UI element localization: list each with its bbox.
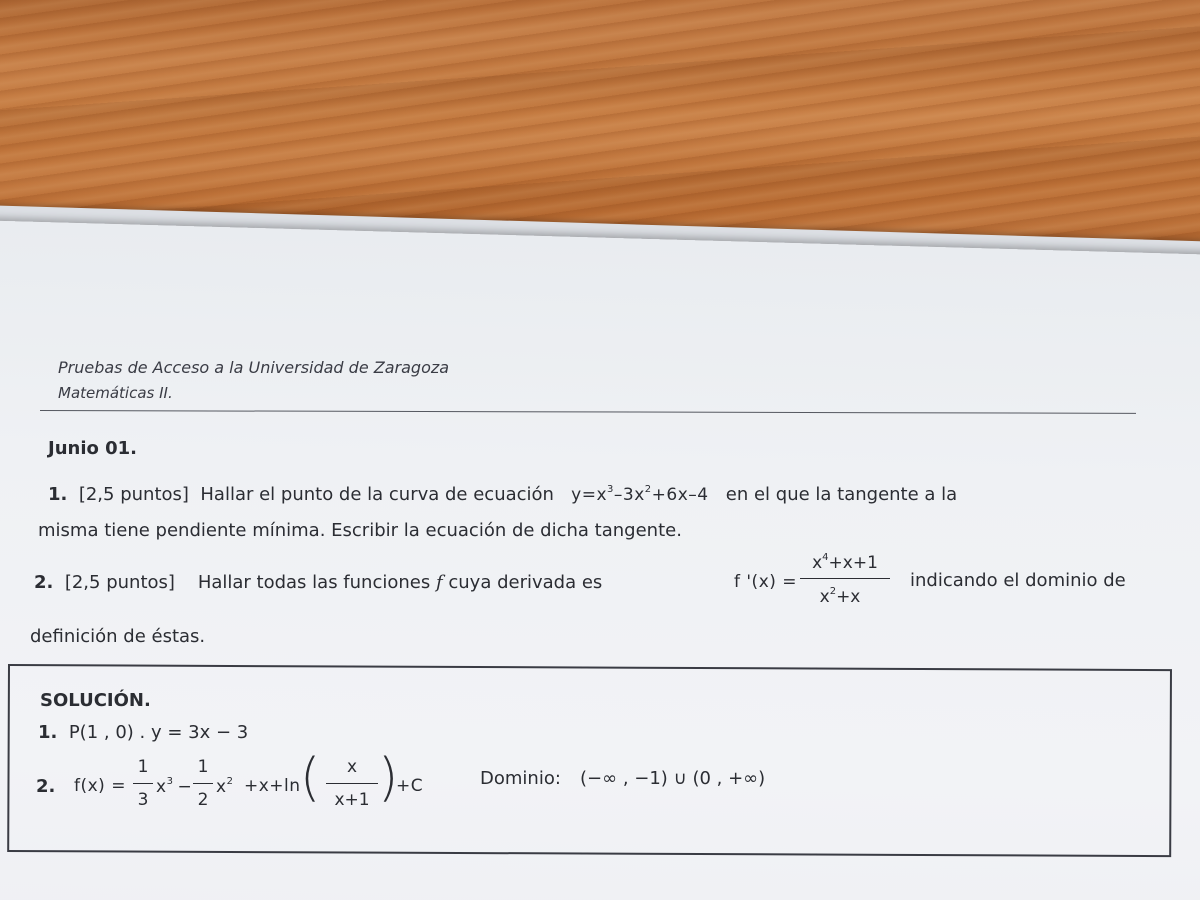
problem-2-line-1 bbox=[34, 572, 602, 593]
problem-2-line-2: definición de éstas. bbox=[30, 626, 206, 647]
eq-mid: –3x bbox=[613, 485, 645, 505]
den-x: x bbox=[819, 587, 830, 607]
x2-exp: 2 bbox=[226, 776, 234, 787]
problem-1-text-b: en el que la tangente a la bbox=[725, 484, 958, 505]
problem-1-line-1 bbox=[48, 484, 957, 505]
frac3-denominator: x+1 bbox=[334, 790, 370, 810]
problem-2-text-c: indicando el dominio de bbox=[910, 570, 1126, 591]
frac2-bar bbox=[193, 783, 213, 784]
x3-exp: 3 bbox=[166, 776, 174, 787]
solution-1-number: 1. bbox=[38, 722, 58, 743]
header-rule bbox=[40, 410, 1136, 414]
solution-2-x3 bbox=[156, 776, 192, 797]
x2-base: x bbox=[216, 777, 227, 797]
solution-2-lhs: f(x) = bbox=[74, 776, 126, 796]
den-rest: +x bbox=[836, 587, 861, 607]
frac2-denominator: 2 bbox=[197, 790, 209, 810]
eq-y: y=x bbox=[571, 485, 608, 505]
eq-exp3: 3 bbox=[607, 484, 614, 495]
derivative-lhs: f '(x) = bbox=[734, 572, 798, 592]
frac3-numerator: x bbox=[346, 757, 358, 777]
solution-2-x2 bbox=[216, 776, 233, 797]
session-title: Junio 01. bbox=[48, 438, 138, 459]
problem-2-text-b: cuya derivada es bbox=[448, 572, 603, 593]
minus-sign: − bbox=[177, 777, 193, 797]
frac2-numerator: 1 bbox=[197, 757, 209, 777]
num-rest: +x+1 bbox=[828, 553, 878, 573]
frac1-denominator: 3 bbox=[137, 790, 149, 810]
problem-2-points: [2,5 puntos] bbox=[64, 572, 175, 593]
problem-1-points: [2,5 puntos] bbox=[78, 484, 189, 505]
problem-1-line-2: misma tiene pendiente mínima. Escribir la ecuación de dicha tangente. bbox=[38, 520, 682, 541]
eq-exp2: 2 bbox=[644, 484, 652, 495]
num-exp: 4 bbox=[822, 552, 829, 563]
derivative-fraction-bar bbox=[800, 578, 890, 579]
solution-2-number: 2. bbox=[36, 776, 56, 797]
problem-1-number: 1. bbox=[48, 484, 68, 505]
derivative-denominator bbox=[800, 586, 880, 607]
x3-base: x bbox=[156, 777, 167, 797]
problem-1-text-a: Hallar el punto de la curva de ecuación bbox=[200, 484, 554, 505]
solution-1 bbox=[38, 722, 248, 743]
problem-2-f: f bbox=[435, 572, 443, 593]
frac1-numerator: 1 bbox=[137, 757, 149, 777]
right-paren: ) bbox=[378, 748, 399, 808]
eq-end: +6x–4 bbox=[651, 485, 709, 505]
problem-2-text-a: Hallar todas las funciones bbox=[197, 572, 431, 593]
solution-title: SOLUCIÓN. bbox=[40, 690, 151, 711]
solution-2-mid: +x+ln bbox=[244, 776, 301, 796]
derivative-numerator bbox=[800, 552, 890, 573]
den-exp: 2 bbox=[829, 586, 837, 597]
domain-value: (−∞ , −1) ∪ (0 , +∞) bbox=[580, 768, 766, 789]
frac3-bar bbox=[326, 783, 378, 784]
solution-box bbox=[7, 664, 1172, 857]
left-paren: ( bbox=[300, 748, 321, 808]
num-x: x bbox=[812, 553, 823, 573]
solution-2-plus-c: +C bbox=[396, 776, 424, 796]
header-subject: Matemáticas II. bbox=[58, 384, 173, 402]
domain-label: Dominio: bbox=[480, 768, 561, 789]
problem-2-number: 2. bbox=[34, 572, 54, 593]
solution-1-text: P(1 , 0) . y = 3x − 3 bbox=[68, 722, 249, 743]
header-university: Pruebas de Acceso a la Universidad de Zaragoza bbox=[58, 358, 450, 377]
problem-1-equation bbox=[571, 485, 708, 505]
frac1-bar bbox=[133, 783, 153, 784]
